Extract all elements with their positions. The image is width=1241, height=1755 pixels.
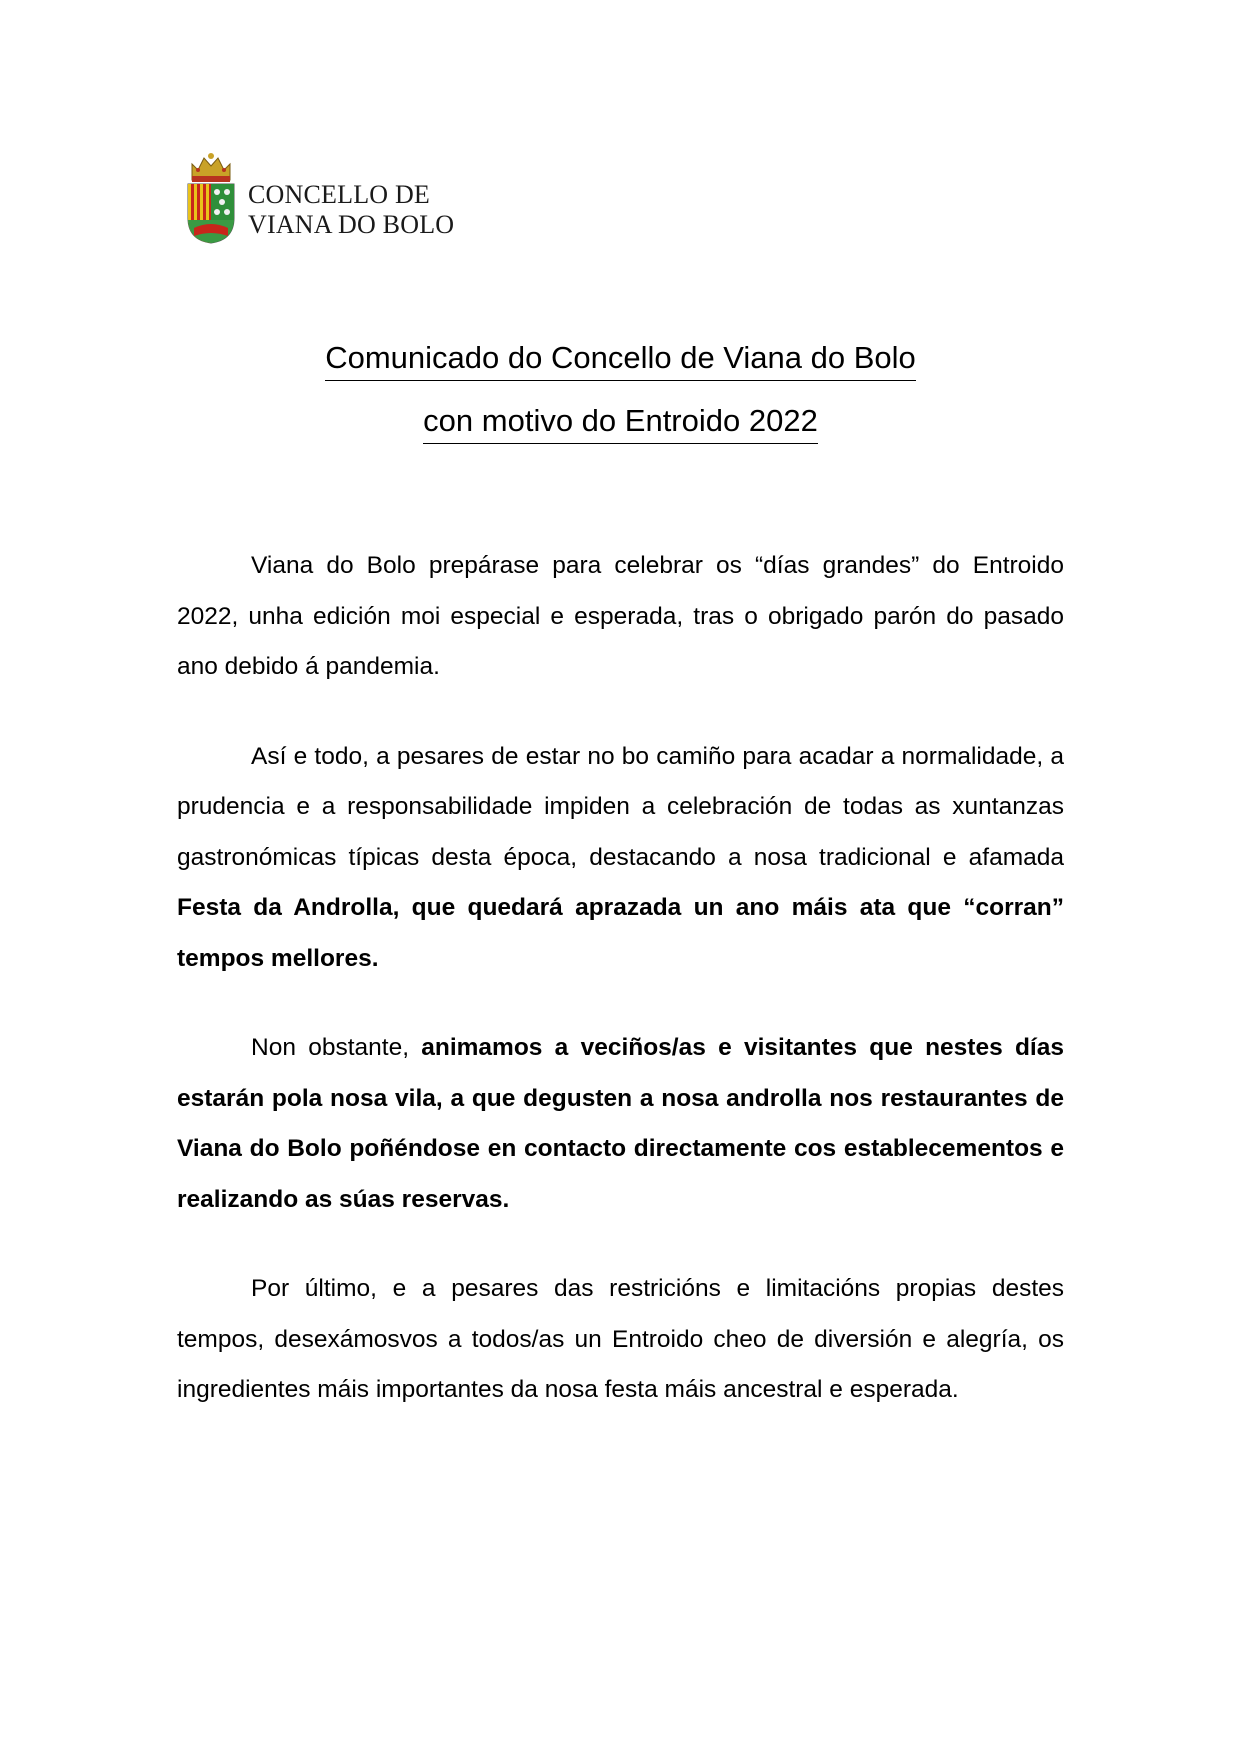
paragraph-4 [177,1264,1064,1416]
paragraph-text: Así e todo, a pesares de estar no bo camiño para acadar a normalidade, a prudencia e a responsabilidade impiden a celebración de todas as xuntanzas gastronómicas típicas desta época, destacando a nosa tradicional e afamada [177,742,1064,871]
paragraph-text: Viana do Bolo prepárase para celebrar os “días grandes” do Entroido 2022, unha edición moi especial e esperada, tras o obrigado parón do pasado ano debido á pandemia. [177,552,1064,680]
paragraph-2 [177,732,1064,985]
paragraph-emphasis: animamos a veciños/as e visitantes que nestes días estarán pola nosa vila, a que degusten a nosa androlla nos restaurantes de Viana do Bolo poñéndose en contacto directamente cos establecementos e realizando as súas reservas. [177,1034,1064,1213]
paragraph-text: Non obstante, [251,1034,422,1061]
document-title [0,338,1241,464]
organization-name-line1: CONCELLO DE [248,180,431,209]
letterhead [184,150,454,244]
paragraph-3 [177,1023,1064,1225]
paragraph-1 [177,541,1064,693]
organization-name [248,180,454,240]
document-body [177,541,1064,1455]
organization-name-line2: VIANA DO BOLO [248,210,455,239]
paragraph-emphasis: Festa da Androlla, que quedará aprazada un ano máis ata que “corran” tempos mellores. [177,894,1064,972]
paragraph-text: Por último, e a pesares das restricións e limitacións propias destes tempos, desexámosvos a todos/as un Entroido cheo de diversión e alegría, os ingredientes máis importantes da nosa festa máis ancestral e esperada. [177,1275,1064,1403]
title-line-1: Comunicado do Concello de Viana do Bolo [325,338,916,381]
title-line-2: con motivo do Entroido 2022 [423,401,818,444]
municipal-coat-of-arms-icon [184,150,238,244]
